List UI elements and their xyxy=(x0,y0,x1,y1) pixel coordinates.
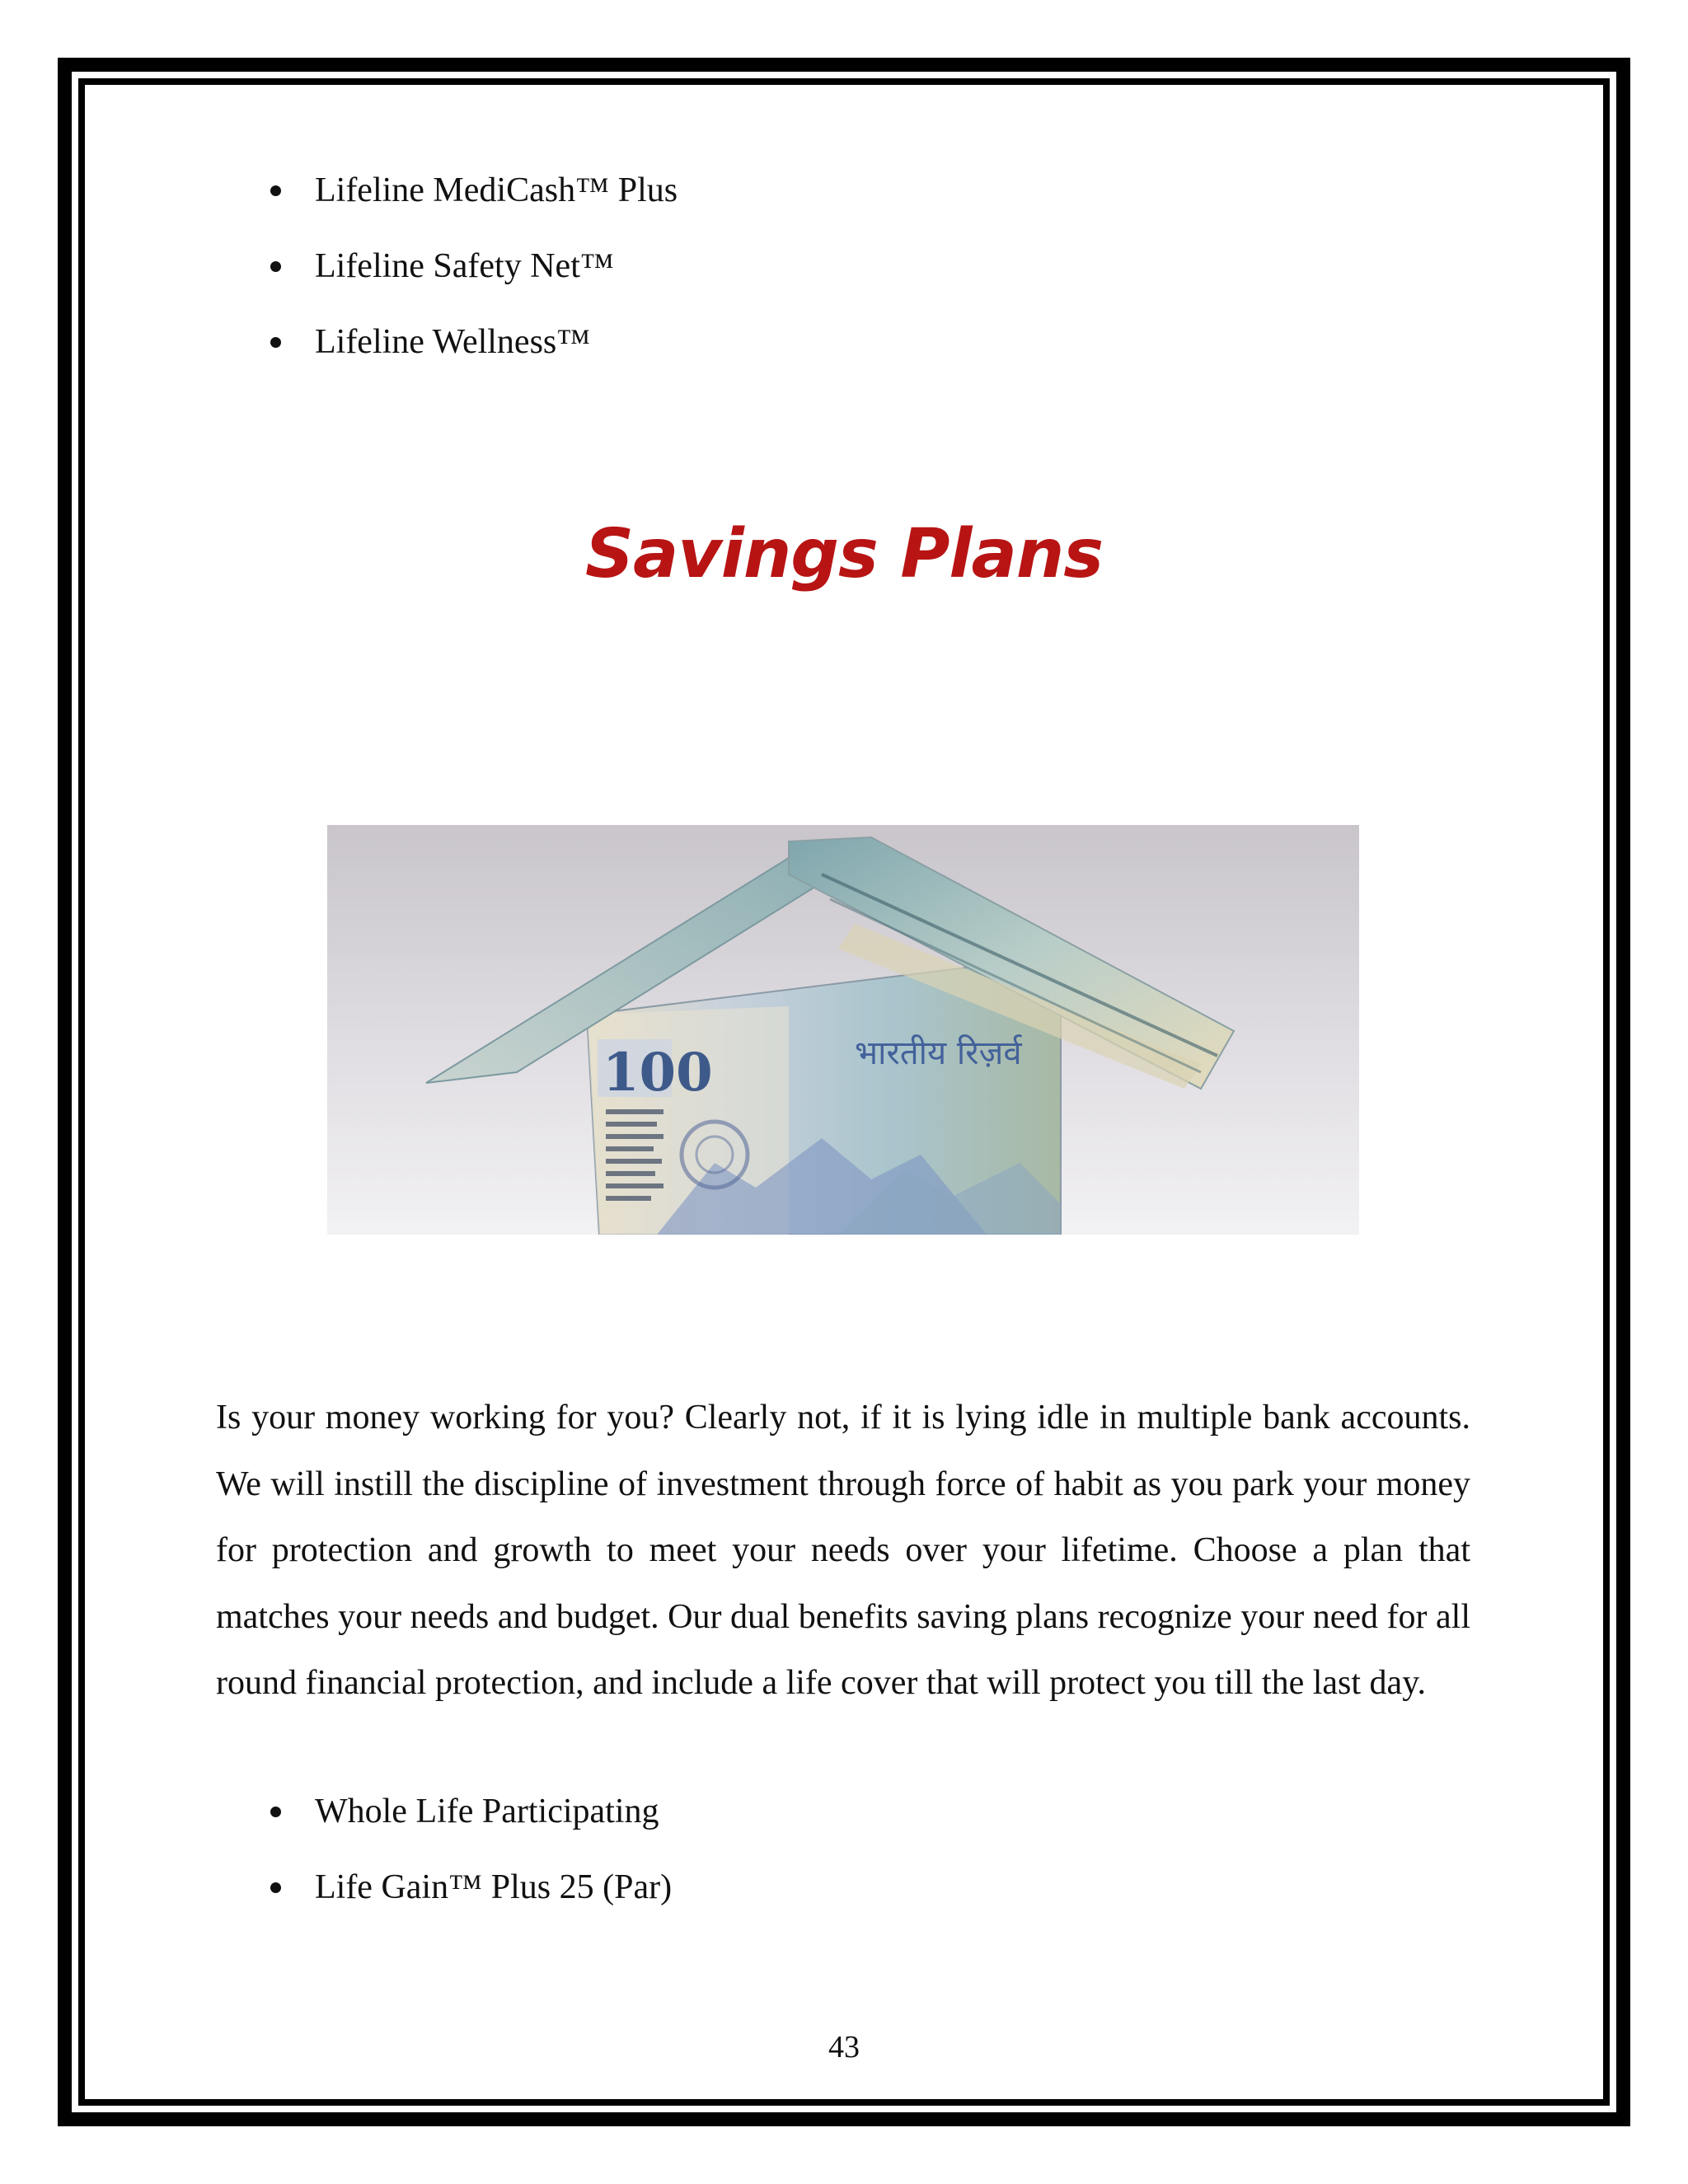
bullet-icon xyxy=(270,337,281,348)
bullet-icon xyxy=(270,1807,281,1817)
list-item: Lifeline Wellness™ xyxy=(260,323,678,399)
house-banknote-photo xyxy=(327,825,1359,1235)
bullet-icon xyxy=(270,1882,281,1893)
plan-list-top xyxy=(260,171,678,399)
list-item: Lifeline MediCash™ Plus xyxy=(260,171,678,247)
section-title: Savings Plans xyxy=(584,515,1104,593)
list-item: Lifeline Safety Net™ xyxy=(260,247,678,323)
note-script-text: भारतीय रिज़र्व xyxy=(855,1034,1022,1072)
bullet-icon xyxy=(270,185,281,196)
plan-list-bottom xyxy=(260,1793,672,1944)
page-number: 43 xyxy=(828,2030,860,2064)
savings-plans-paragraph: Is your money working for you? Clearly not, if it is lying idle in multiple bank accounts. We will instill the discipline of investment through force of habit as you park your money for protection and growth to meet your needs over your lifetime. Choose a plan that matches your needs and budget. Our dual benefits saving plans recognize your need for all round financial protection, and include a life cover that will protect you till the last day. xyxy=(216,1399,1471,1702)
note-denomination-text: 100 xyxy=(603,1042,713,1104)
list-item: Whole Life Participating xyxy=(260,1793,672,1868)
bullet-icon xyxy=(270,261,281,272)
list-item: Life Gain™ Plus 25 (Par) xyxy=(260,1868,672,1944)
